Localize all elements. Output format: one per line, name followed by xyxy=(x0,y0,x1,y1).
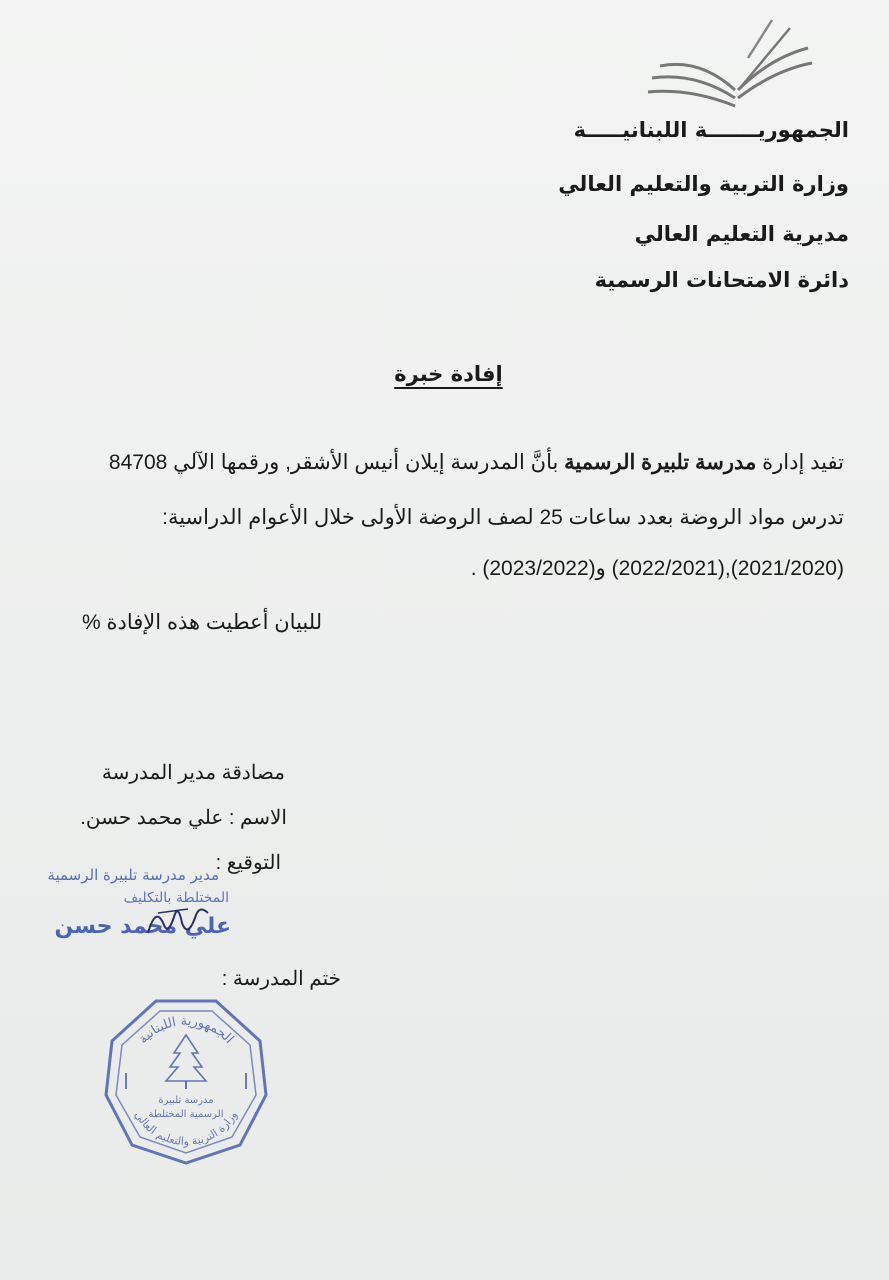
document-title-wrap xyxy=(0,362,889,386)
header-directorate: مديرية التعليم العالي xyxy=(634,222,849,246)
seal-center-line-2: الرسمية المختلطة xyxy=(148,1109,224,1120)
blue-stamp-name: علي محمد حسن xyxy=(54,914,231,939)
body-line-2: تدرس مواد الروضة بعدد ساعات 25 لصف الروضة الأولى خلال الأعوام الدراسية: xyxy=(162,506,844,529)
seal-top-text: الجمهورية اللبنانية xyxy=(135,1013,237,1047)
handwritten-signature-icon xyxy=(138,895,218,945)
school-seal-label: ختم المدرسة : xyxy=(221,968,341,990)
principal-name: الاسم : علي محمد حسن. xyxy=(80,807,287,829)
body-line-1 xyxy=(109,450,844,475)
header-ministry: وزارة التربية والتعليم العالي xyxy=(558,172,849,196)
blue-stamp-title: مدير مدرسة تلبيرة الرسمية xyxy=(47,866,219,884)
body-line-1-end: بأنَّ المدرسة إيلان أنيس الأشقر, ورقمها الآلي 84708 xyxy=(108,451,565,474)
blue-stamp-subtitle: المختلطة بالتكليف xyxy=(123,890,229,906)
ministry-logo-icon xyxy=(640,18,820,113)
school-name: مدرسة تلبيرة الرسمية xyxy=(564,451,757,474)
issuance-note: للبيان أعطيت هذه الإفادة % xyxy=(82,611,323,634)
header-republic: الجمهوريـــــــة اللبنانيـــــة xyxy=(573,118,849,142)
seal-bottom-text: وزارة التربية والتعليم العالي xyxy=(132,1108,240,1148)
school-seal-icon xyxy=(100,995,272,1167)
seal-center-line-1: مدرسة تلبيرة xyxy=(158,1095,214,1106)
header-department: دائرة الامتحانات الرسمية xyxy=(594,268,849,292)
document-title: إفادة خبرة xyxy=(394,362,503,386)
body-line-1-start: تفيد إدارة xyxy=(756,451,844,474)
signature-label: التوقيع : xyxy=(215,852,281,874)
principal-approval: مصادقة مدير المدرسة xyxy=(101,762,285,784)
body-line-3: (2021/2020),(2022/2021) و(2023/2022) . xyxy=(470,557,844,580)
